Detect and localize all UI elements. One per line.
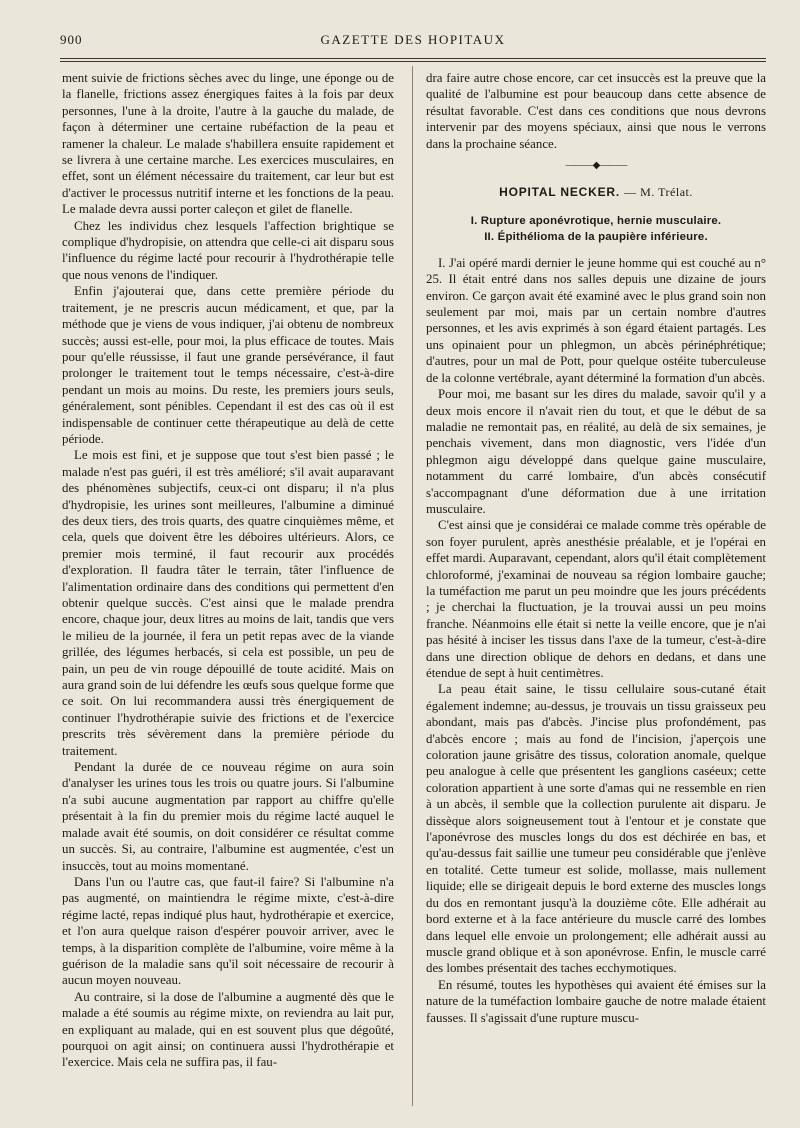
subheading: I. Rupture aponévrotique, hernie musculaire.: [470, 214, 722, 227]
paragraph: En résumé, toutes les hypothèses qui avaient été émises sur la nature de la tuméfaction lombaire gauche de notre malade étaient fausses. Il s'agissait d'une rupture muscu-: [426, 977, 766, 1025]
right-column: [426, 70, 766, 1026]
case-subheadings: [426, 213, 766, 245]
column-divider: [412, 66, 413, 1106]
section-author: — M. Trélat.: [624, 185, 693, 200]
left-column: [62, 70, 394, 1071]
subheading: II. Épithélioma de la paupière inférieure.: [484, 230, 708, 243]
paragraph: Dans l'un ou l'autre cas, que faut-il faire? Si l'albumine n'a pas augmenté, on maintiendra le régime mixte, c'est-à-dire régime lacté, repas indiqué plus haut, hydrothérapie et exercice, et l'on aura quelque raison d'espérer pouvoir arriver, avec le temps, à la disparition complète de l'albumine, voire même à la guérison de la maladie sans qu'il soit nécessaire de recourir à aucun moyen nouveau.: [62, 874, 394, 988]
paragraph: Pendant la durée de ce nouveau régime on aura soin d'analyser les urines tous les trois ou quatre jours. Si l'albumine n'a subi aucune augmentation par rapport au chiffre qu'elle présentait à la fin du premier mois du régime lacté auquel le malade avait été soumis, on doit considérer ce résultat comme un succès. Si, au contraire, l'albumine est augmentée, c'est un insuccès, tout au moins momentané.: [62, 760, 394, 873]
paragraph: Enfin j'ajouterai que, dans cette première période du traitement, je ne prescris aucun médicament, et que, par la méthode que je viens de vous indiquer, j'ai obtenu de nombreux succès; aussi est-elle, pour moi, la plus efficace de toutes. Mais pour qu'elle réussisse, il faut une grande persévérance, il faut prolonger le traitement tout le temps nécessaire, c'est-à-dire pendant un mois au moins. Du reste, les premiers jours seuls, généralement, sont pénibles. Cependant il est des cas où il est indispensable de continuer cette thérapeutique au delà de cette période.: [62, 284, 394, 446]
page-number: 900: [60, 32, 83, 47]
header-rule-double: [60, 61, 766, 62]
paragraph: Au contraire, si la dose de l'albumine a augmenté dès que le malade a été soumis au régime mixte, on reviendra au lait pur, en expliquant au malade, qui en est souvent plus que dégoûté, pourquoi on agit ainsi; on continuera aussi l'hydrothérapie et l'exercice. Mais cela ne suffira pas, il fau-: [62, 989, 394, 1070]
paragraph: C'est ainsi que je considérai ce malade comme très opérable de son foyer purulent, après anesthésie préalable, et je l'opérai en effet mardi. Auparavant, cependant, alors qu'il était complètement chloroformé, j'examinai de nouveau sa région lombaire gauche; la tuméfaction me parut un peu moindre que les jours précédents ; je cherchai la fluctuation, je la trouvai aussi un peu moins franche. Néanmoins elle était si nette la veille encore, que je n'ai pas hésité à inciser les tissus dans l'axe de la tumeur, c'est-à-dire dans une direction oblique de dehors en dedans, et dans une étendue de sept à huit centimètres.: [426, 518, 766, 680]
header-rule: [60, 58, 766, 59]
paragraph: Le mois est fini, et je suppose que tout s'est bien passé ; le malade n'est pas guéri, il est très amélioré; s'il avait auparavant des phénomènes subjectifs, ceux-ci ont disparu; il n'a plus d'hydropisie, les urines sont meilleures, l'albumine a diminué des deux tiers, des trois quarts, des quatre cinquièmes même, et cela, quels que doivent être les déboires ultérieurs. Alors, ce premier mois terminé, il faut recourir aux procédés d'exploration. Il faudra tâter le terrain, tâter l'influence de l'alimentation ordinaire dans des conditions qui permettent d'en obtenir quelque succès. C'est ainsi que le malade prendra encore, chaque jour, deux litres au moins de lait, tandis que vers le milieu de la journée, il fera un petit repas avec de la viande grillée, des légumes herbacés, si cela est possible, un peu de pain, un peu de vin rouge dépouillé de toute acidité. Mais on aura grand soin de lui défendre les œufs sous quelque forme que ce soit. On lui recommandera aussi très énergiquement de continuer l'hydrothérapie suivie des frictions et de l'exercice prescrits très sévèrement dans la première période du traitement.: [62, 448, 394, 758]
page-header: [60, 30, 766, 52]
section-heading: [426, 184, 766, 200]
paragraph: ment suivie de frictions sèches avec du linge, une éponge ou de la flanelle, frictions assez énergiques faites à la fois par deux personnes, l'une à la droite, l'autre à la gauche du malade, de façon à déterminer une certaine rubéfaction de la peau et ramener la chaleur. Le malade s'habillera ensuite rapidement et se livrera à une certaine marche. Les exercices musculaires, en effet, sont un élément nécessaire du traitement, car leur but est d'activer le processus nutritif interne et les fonctions de la peau. Le malade devra aussi porter caleçon et gilet de flanelle.: [62, 71, 394, 217]
section-separator: ———◆———: [565, 160, 627, 172]
paragraph: dra faire autre chose encore, car cet insuccès est la preuve que la qualité de l'albumine est pour beaucoup dans cette absence de résultat favorable. C'est dans ces conditions que nous devrons intervenir par des moyens spéciaux, ainsi que nous le verrons dans la prochaine séance.: [426, 71, 766, 151]
paragraph: Chez les individus chez lesquels l'affection brightique se complique d'hydropisie, on attendra que celle-ci ait disparu sous l'influence du régime lacté pour recourir à l'hydrothérapie telle que nous venons de l'indiquer.: [62, 218, 394, 282]
paragraph: I. J'ai opéré mardi dernier le jeune homme qui est couché au n° 25. Il était entré dans nos salles depuis une dizaine de jours environ. Ce garçon avait été examiné avec le plus grand soin non seulement par moi, mais par un certain nombre d'autres personnes, et les avis exprimés à son égard étaient partagés. Les uns opinaient pour un phlegmon, un abcès périnéphrétique; d'autres, pour un mal de Pott, pour quelque ostéite tuberculeuse de la colonne vertébrale, ayant déterminé la formation d'un abcès.: [426, 255, 766, 385]
hospital-name: HOPITAL NECKER.: [499, 185, 621, 200]
paragraph: La peau était saine, le tissu cellulaire sous-cutané était également indemne; au-dessus, je trouvais un tissu graisseux peu abondant, mais pas d'abcès. J'incise plus profondément, pas d'abcès encore ; mais au fond de l'incision, j'aperçois une coloration jaune grisâtre des tissus, coloration anomale, quelque peu analogue à celle que présentent les ganglions caséeux; cette coloration appartient à une sorte d'amas qui ne ressemble en rien à un abcès, il semble que la collection purulente ait disparu. Je dissèque alors soigneusement tout à l'entour et je constate que l'aponévrose des muscles longs du dos est déchirée en bas, et qu'au-dessus fait saillie une tumeur peu considérable que j'enlève en totalité. Cette tumeur est solide, mollasse, mais nullement liquide; elle se dirigeait depuis le bord externe des muscles longs du dos en remontant jusqu'à la douzième côte. Elle adhérait au bord externe et à la face antérieure du muscle carré des lombes dans lequel elle envoie un prolongement; elle adhérait aussi au muscle grand oblique et à son aponévrose. Enfin, le muscle carré des lombes présentait des taches ecchymotiques.: [426, 682, 766, 976]
running-title: GAZETTE DES HOPITAUX: [320, 32, 506, 47]
paragraph: Pour moi, me basant sur les dires du malade, savoir qu'il y a deux mois encore il n'avait rien du tout, et que le début de sa maladie ne remontait pas, en réalité, au delà de six semaines, je penchais vivement, dans mon diagnostic, vers l'idée d'un phlegmon aigu développé dans quelque gaine musculaire, notamment du carré lombaire, d'un abcès consécutif s'accompagnant d'une déformation due à une irritation musculaire.: [426, 387, 766, 516]
